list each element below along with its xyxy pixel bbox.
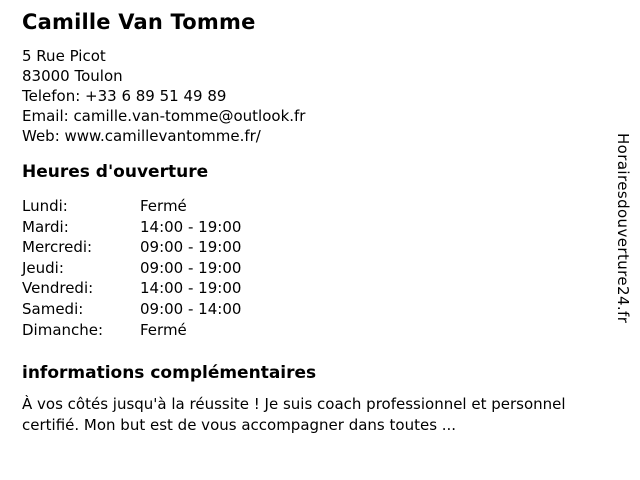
day-label: Samedi: <box>22 299 84 318</box>
hours-value: 14:00 - 19:00 <box>140 279 242 298</box>
day-label: Mercredi: <box>22 238 93 257</box>
hours-row-thursday <box>22 258 574 279</box>
day-label: Vendredi: <box>22 279 94 298</box>
hours-row-sunday <box>22 320 574 341</box>
opening-hours-heading: Heures d'ouverture <box>22 162 209 182</box>
hours-value: Fermé <box>140 320 187 339</box>
hours-row-tuesday <box>22 217 574 238</box>
hours-value: 09:00 - 19:00 <box>140 238 242 257</box>
main-content <box>22 11 574 436</box>
day-label: Jeudi: <box>22 258 64 277</box>
hours-value: 14:00 - 19:00 <box>140 217 242 236</box>
hours-row-friday <box>22 278 574 299</box>
day-label: Lundi: <box>22 197 68 215</box>
hours-value: 09:00 - 19:00 <box>140 258 242 277</box>
contact-block <box>22 46 574 146</box>
hours-row-monday <box>22 196 574 217</box>
hours-value: Fermé <box>140 197 187 215</box>
business-name-title: Camille Van Tomme <box>22 10 256 34</box>
day-label: Mardi: <box>22 217 69 236</box>
additional-info-heading: informations complémentaires <box>22 363 317 384</box>
address-city-line: 83000 Toulon <box>22 67 123 85</box>
opening-hours-table <box>22 196 574 340</box>
email-line: Email: camille.van-tomme@outlook.fr <box>22 107 306 125</box>
day-label: Dimanche: <box>22 320 104 339</box>
hours-row-wednesday <box>22 237 574 258</box>
watermark-vertical-site-name: Horairesdouverture24.fr <box>614 133 632 324</box>
hours-row-saturday <box>22 299 574 320</box>
additional-info-text: À vos côtés jusqu'à la réussite ! Je suis coach professionnel et personnel certifié. Mon but est de vous accompagner dans toutes ... <box>22 395 566 435</box>
hours-value: 09:00 - 14:00 <box>140 299 242 318</box>
web-line: Web: www.camillevantomme.fr/ <box>22 127 261 145</box>
phone-line: Telefon: +33 6 89 51 49 89 <box>22 87 227 105</box>
address-street-line: 5 Rue Picot <box>22 47 106 65</box>
